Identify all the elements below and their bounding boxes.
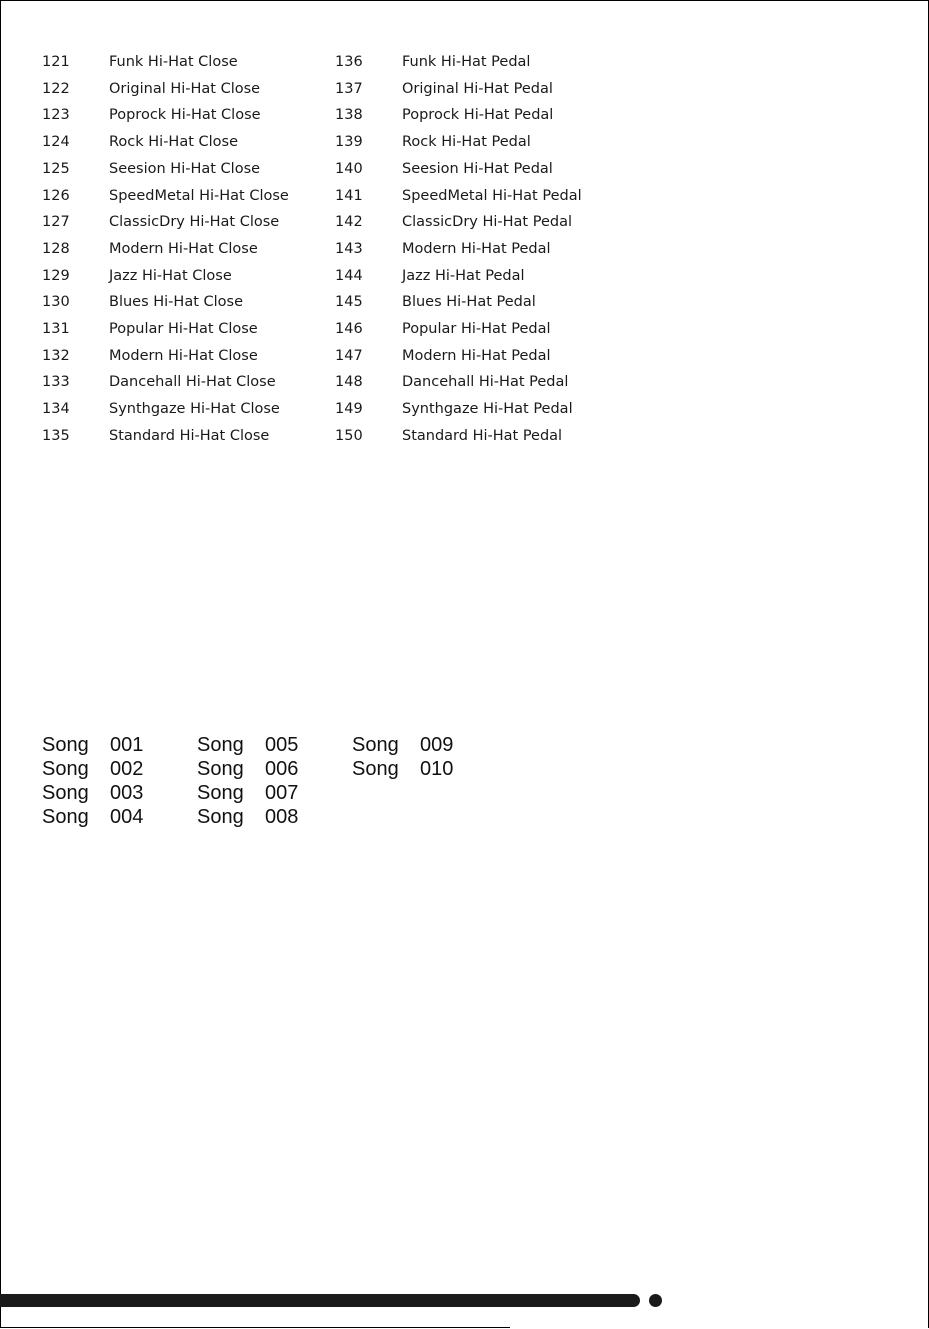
drum-sound-name: Modern Hi-Hat Close	[109, 240, 258, 257]
drum-sound-number: 150	[335, 427, 363, 444]
drum-sound-name: Blues Hi-Hat Close	[109, 294, 243, 311]
drum-sound-name: Dancehall Hi-Hat Pedal	[402, 374, 569, 391]
drum-sound-number: 138	[335, 107, 363, 124]
drum-sound-number: 144	[335, 267, 363, 284]
drum-sound-name: Modern Hi-Hat Pedal	[402, 347, 551, 364]
song-label: Song	[197, 758, 244, 780]
drum-sound-number: 140	[335, 160, 363, 177]
drum-sound-number: 126	[42, 187, 70, 204]
drum-sound-number: 142	[335, 214, 363, 231]
song-number: 004	[110, 806, 144, 828]
drum-sound-number: 134	[42, 401, 70, 418]
drum-sound-number: 132	[42, 347, 70, 364]
drum-sound-number: 149	[335, 401, 363, 418]
song-number: 003	[110, 782, 144, 804]
drum-sound-number: 130	[42, 294, 70, 311]
drum-sound-number: 139	[335, 134, 363, 151]
footer-rule	[0, 1327, 510, 1328]
drum-sound-name: Funk Hi-Hat Pedal	[402, 54, 531, 70]
drum-sound-number: 125	[42, 160, 70, 177]
song-label: Song	[197, 806, 244, 828]
drum-sound-name: Jazz Hi-Hat Close	[109, 267, 232, 284]
song-number: 001	[110, 734, 144, 756]
drum-sound-number: 129	[42, 267, 70, 284]
drum-sound-number: 127	[42, 214, 70, 231]
drum-sound-name: Popular Hi-Hat Close	[109, 321, 258, 337]
drum-sound-number: 135	[42, 427, 70, 444]
song-number: 008	[265, 806, 299, 828]
drum-sound-name: Synthgaze Hi-Hat Pedal	[402, 401, 573, 418]
drum-sound-number: 124	[42, 134, 70, 151]
drum-sound-name: Original Hi-Hat Pedal	[402, 80, 553, 97]
drum-sound-number: 123	[42, 107, 70, 124]
song-label: Song	[197, 782, 244, 804]
song-number: 006	[265, 758, 299, 780]
drum-sound-number: 121	[42, 54, 70, 70]
drum-sound-name: Seesion Hi-Hat Pedal	[402, 160, 553, 177]
song-label: Song	[42, 806, 89, 828]
drum-sound-number: 146	[335, 321, 363, 337]
drum-sound-name: Seesion Hi-Hat Close	[109, 160, 261, 177]
drum-sound-name: Original Hi-Hat Close	[109, 80, 261, 97]
drum-sound-name: ClassicDry Hi-Hat Pedal	[402, 214, 572, 231]
drum-sound-number: 137	[335, 80, 363, 97]
footer-dot	[649, 1294, 662, 1307]
song-label: Song	[42, 758, 89, 780]
song-number: 009	[420, 734, 454, 756]
drum-sound-name: Poprock Hi-Hat Close	[109, 107, 261, 124]
drum-sound-name: Rock Hi-Hat Pedal	[402, 134, 531, 151]
drum-sound-name: Synthgaze Hi-Hat Close	[109, 401, 280, 418]
drum-sound-name: ClassicDry Hi-Hat Close	[109, 214, 280, 231]
song-label: Song	[197, 734, 244, 756]
drum-sound-name: Poprock Hi-Hat Pedal	[402, 107, 554, 124]
song-label: Song	[352, 734, 399, 756]
song-label: Song	[42, 782, 89, 804]
drum-sound-name: SpeedMetal Hi-Hat Pedal	[402, 187, 582, 204]
drum-sound-name: Rock Hi-Hat Close	[109, 134, 239, 151]
drum-sound-name: SpeedMetal Hi-Hat Close	[109, 187, 289, 204]
drum-sound-number: 148	[335, 374, 363, 391]
drum-sound-name: Popular Hi-Hat Pedal	[402, 321, 551, 337]
song-number: 010	[420, 758, 454, 780]
drum-sound-name: Jazz Hi-Hat Pedal	[402, 267, 525, 284]
drum-sound-number: 147	[335, 347, 363, 364]
song-number: 007	[265, 782, 299, 804]
drum-sound-number: 133	[42, 374, 70, 391]
drum-sound-name: Dancehall Hi-Hat Close	[109, 374, 276, 391]
drum-sound-number: 128	[42, 240, 70, 257]
drum-sound-name: Standard Hi-Hat Close	[109, 427, 270, 444]
song-number: 002	[110, 758, 144, 780]
drum-sound-name: Funk Hi-Hat Close	[109, 54, 238, 70]
drum-sound-number: 145	[335, 294, 363, 311]
footer-bar	[0, 1294, 640, 1307]
song-number: 005	[265, 734, 299, 756]
drum-sound-name: Blues Hi-Hat Pedal	[402, 294, 536, 311]
drum-sound-number: 141	[335, 187, 363, 204]
drum-sound-number: 131	[42, 321, 70, 337]
drum-sound-number: 122	[42, 80, 70, 97]
drum-sound-name: Modern Hi-Hat Close	[109, 347, 258, 364]
drum-sound-name: Modern Hi-Hat Pedal	[402, 240, 551, 257]
drum-sound-number: 136	[335, 54, 363, 70]
drum-sound-name: Standard Hi-Hat Pedal	[402, 427, 563, 444]
song-label: Song	[42, 734, 89, 756]
song-label: Song	[352, 758, 399, 780]
drum-sound-number: 143	[335, 240, 363, 257]
